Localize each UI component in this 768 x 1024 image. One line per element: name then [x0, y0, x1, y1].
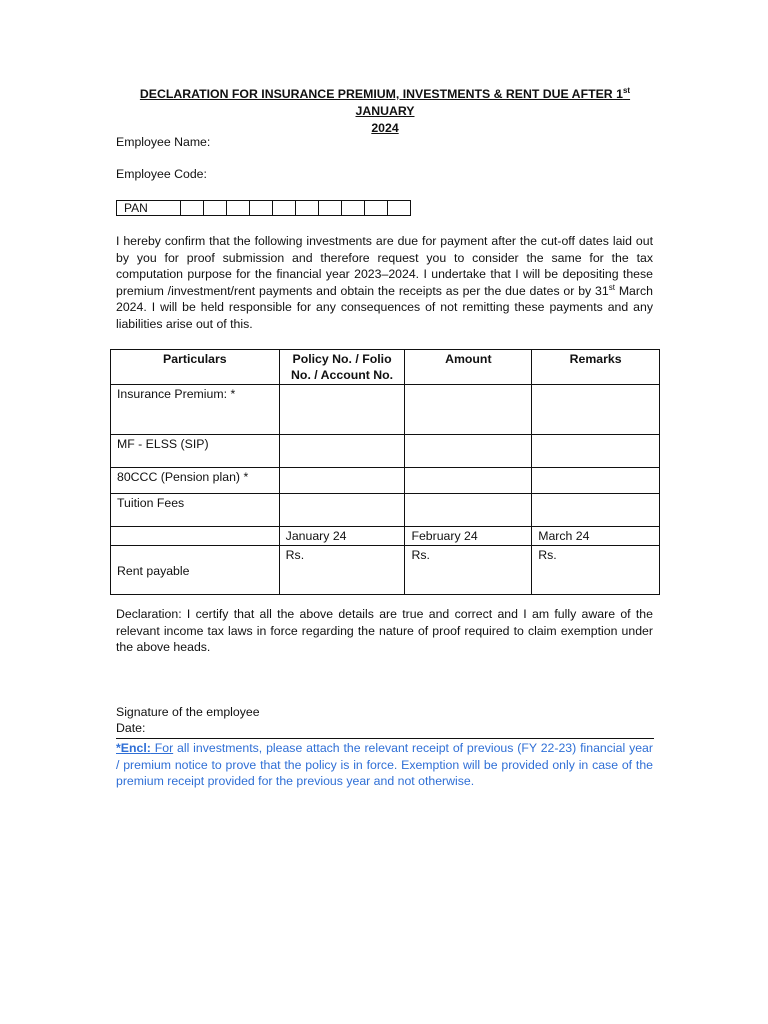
- table-row: [111, 385, 660, 435]
- pan-box[interactable]: [250, 201, 273, 216]
- cell-remarks[interactable]: [532, 435, 660, 468]
- date-label: Date:: [116, 721, 146, 735]
- table-row-months: [111, 527, 660, 546]
- row-insurance-label: Insurance Premium: *: [111, 385, 280, 435]
- cell-amount[interactable]: [405, 435, 532, 468]
- cell-rent-january[interactable]: Rs.: [279, 546, 405, 595]
- document-title: [110, 86, 660, 137]
- table-header-row: [111, 350, 660, 385]
- enclosure-key: *Encl:: [116, 741, 151, 755]
- title-superscript: st: [622, 85, 631, 95]
- table-row: [111, 435, 660, 468]
- table-row: [111, 494, 660, 527]
- declaration-paragraph: Declaration: I certify that all the above details are true and correct and I am fully aware of the relevant income tax laws in force regarding the nature of proof required to claim exemption under the above heads.: [116, 607, 653, 655]
- cell-rent-march[interactable]: Rs.: [532, 546, 660, 595]
- cell-rent-february[interactable]: Rs.: [405, 546, 532, 595]
- cell-remarks[interactable]: [532, 385, 660, 435]
- cell-policy[interactable]: [279, 435, 405, 468]
- row-tuition-label: Tuition Fees: [111, 494, 280, 527]
- header-policy-no: Policy No. / Folio No. / Account No.: [279, 350, 405, 385]
- table-row-rent: [111, 546, 660, 595]
- pan-box[interactable]: [204, 201, 227, 216]
- confirmation-text-1: I hereby confirm that the following investments are due for payment after the cut-off dates laid out by you for proof submission and therefore request you to consider the same for the tax computation purpose for the financial year 2023–2024. I undertake that I will be depositing these premium /investment/rent payments and obtain the receipts as per the due dates or by 31: [116, 234, 653, 298]
- cell-amount[interactable]: [405, 494, 532, 527]
- confirmation-text-2: March 2024. I will be held responsible for any consequences of not remitting these payments and any liabilities arise out of this.: [116, 283, 653, 331]
- pan-box[interactable]: [319, 201, 342, 216]
- table-row: [111, 468, 660, 494]
- investments-table: [110, 349, 660, 595]
- header-particulars: Particulars: [111, 350, 280, 385]
- pan-box[interactable]: [296, 201, 319, 216]
- pan-label: PAN: [117, 201, 181, 216]
- employee-code-label: Employee Code:: [116, 167, 207, 181]
- header-amount: Amount: [405, 350, 532, 385]
- month-february: February 24: [405, 527, 532, 546]
- row-mf-label: MF - ELSS (SIP): [111, 435, 280, 468]
- cell-remarks[interactable]: [532, 494, 660, 527]
- cell-policy[interactable]: [279, 494, 405, 527]
- title-line-2: 2024: [371, 121, 399, 135]
- pan-box[interactable]: [181, 201, 204, 216]
- month-january: January 24: [279, 527, 405, 546]
- confirmation-paragraph: [116, 233, 653, 333]
- pan-grid: [116, 200, 411, 216]
- cell-remarks[interactable]: [532, 468, 660, 494]
- signature-label: Signature of the employee: [116, 705, 260, 719]
- cell-policy[interactable]: [279, 385, 405, 435]
- row-rent-label: Rent payable: [111, 546, 280, 595]
- cell-policy[interactable]: [279, 468, 405, 494]
- pan-box[interactable]: [365, 201, 388, 216]
- month-march: March 24: [532, 527, 660, 546]
- title-line-main: DECLARATION FOR INSURANCE PREMIUM, INVESTMENTS & RENT DUE AFTER 1: [139, 87, 623, 101]
- title-line-tail: JANUARY: [355, 104, 415, 118]
- header-remarks: Remarks: [532, 350, 660, 385]
- employee-name-label: Employee Name:: [116, 135, 211, 149]
- cell-amount[interactable]: [405, 468, 532, 494]
- cell-empty: [111, 527, 280, 546]
- enclosure-text: all investments, please attach the relevant receipt of previous (FY 22-23) financial year / premium notice to prove that the policy is in force. Exemption will be provided only in case of the premium receipt provided for the previous year and not otherwise.: [116, 741, 653, 789]
- confirmation-superscript: st: [608, 282, 615, 292]
- row-pension-label: 80CCC (Pension plan) *: [111, 468, 280, 494]
- pan-box[interactable]: [388, 201, 411, 216]
- enclosure-underlined: For: [150, 741, 174, 755]
- pan-box[interactable]: [273, 201, 296, 216]
- enclosure-note: [116, 740, 653, 790]
- pan-box[interactable]: [227, 201, 250, 216]
- divider-line: [116, 738, 654, 739]
- pan-box[interactable]: [342, 201, 365, 216]
- cell-amount[interactable]: [405, 385, 532, 435]
